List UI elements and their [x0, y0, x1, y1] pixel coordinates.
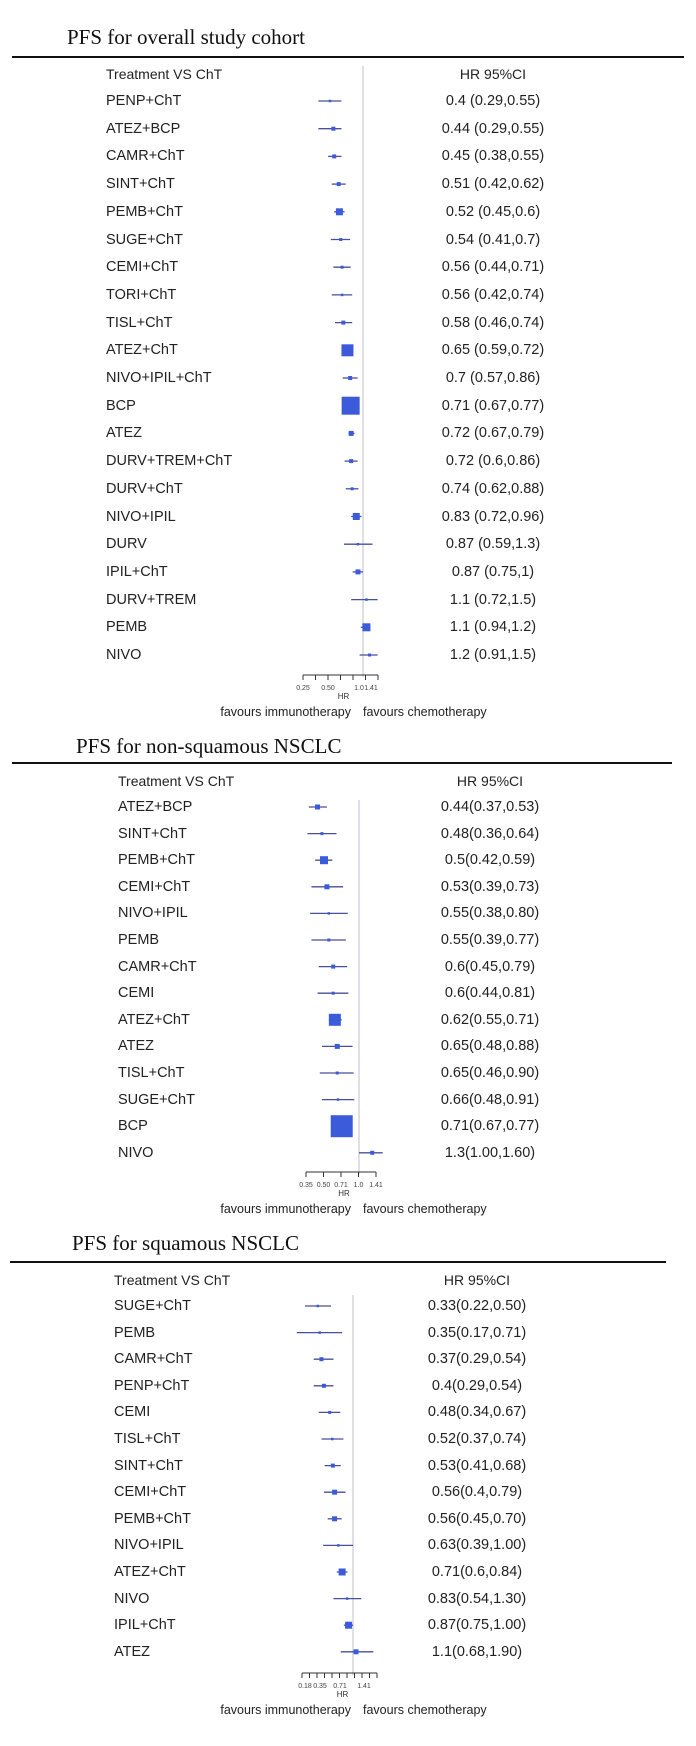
- treatment-label: NIVO+IPIL: [118, 905, 188, 922]
- treatment-label: CEMI+ChT: [106, 259, 179, 276]
- hr-ci-value: 0.53(0.39,0.73): [440, 878, 540, 895]
- hr-marker: [319, 1357, 323, 1361]
- treatment-label: SINT+ChT: [114, 1457, 183, 1474]
- x-tick-label: 0.50: [321, 685, 335, 692]
- hr-marker: [337, 1544, 340, 1547]
- treatment-label: NIVO: [114, 1590, 150, 1607]
- hr-ci-value: 0.53(0.41,0.68): [427, 1457, 527, 1474]
- panel-title: PFS for non-squamous NSCLC: [76, 734, 342, 758]
- favours-chemotherapy-label: favours chemotherapy: [363, 705, 487, 719]
- x-tick-label: 0.18: [298, 1683, 312, 1690]
- hr-ci-value: 0.44(0.37,0.53): [440, 799, 540, 815]
- x-tick-label: 0.50: [316, 1182, 331, 1189]
- x-axis-label: HR: [337, 692, 350, 701]
- favours-immunotherapy-label: favours immunotherapy: [220, 1202, 351, 1216]
- hr-ci-value: 1.1(0.68,1.90): [431, 1643, 523, 1660]
- hr-ci-value: 0.6(0.44,0.81): [444, 985, 536, 1002]
- x-axis-label: HR: [336, 1690, 349, 1699]
- x-tick-label: 1.0: [354, 685, 364, 692]
- treatment-label: PEMB+ChT: [118, 852, 195, 869]
- hr-ci-value: 0.87 (0.59,1.3): [445, 536, 541, 553]
- hr-ci-value: 0.45 (0.38,0.55): [441, 148, 545, 165]
- treatment-label: CEMI: [118, 985, 155, 1002]
- hr-ci-value: 0.33(0.22,0.50): [427, 1298, 527, 1314]
- treatment-label: DURV+ChT: [106, 480, 183, 497]
- panel-title: PFS for overall study cohort: [67, 25, 305, 49]
- treatment-label: DURV+TREM+ChT: [106, 453, 233, 470]
- hr-ci-value: 0.71(0.6,0.84): [431, 1564, 523, 1580]
- hr-marker: [339, 1569, 346, 1576]
- hr-ci-value: 1.2 (0.91,1.5): [449, 647, 537, 663]
- hr-ci-value: 0.56(0.4,0.79): [431, 1484, 523, 1501]
- hr-ci-value: 1.3(1.00,1.60): [444, 1144, 536, 1161]
- treatment-label: CAMR+ChT: [118, 958, 197, 975]
- treatment-label: ATEZ+ChT: [106, 342, 178, 359]
- x-tick-label: 1.41: [357, 1683, 371, 1690]
- hr-ci-value: 0.4(0.29,0.54): [431, 1377, 523, 1394]
- favours-chemotherapy-label: favours chemotherapy: [363, 1703, 487, 1717]
- treatment-label: SUGE+ChT: [106, 231, 183, 248]
- hr-ci-value: 0.66(0.48,0.91): [440, 1091, 540, 1108]
- hr-ci-value: 0.65(0.46,0.90): [440, 1065, 540, 1081]
- treatment-label: TISL+ChT: [118, 1065, 185, 1081]
- hr-ci-value: 0.83(0.54,1.30): [427, 1590, 527, 1607]
- hr-ci-value: 0.58 (0.46,0.74): [441, 314, 545, 331]
- treatment-label: NIVO+IPIL: [106, 508, 176, 525]
- hr-ci-value: 0.52(0.37,0.74): [427, 1431, 527, 1447]
- x-tick-label: 0.35: [299, 1182, 313, 1189]
- hr-ci-value: 0.71 (0.67,0.77): [441, 397, 545, 414]
- treatment-label: PEMB: [106, 619, 148, 636]
- hr-ci-value: 0.37(0.29,0.54): [427, 1351, 527, 1368]
- treatment-column-header: Treatment VS ChT: [114, 1272, 231, 1288]
- hr-marker: [328, 1411, 331, 1414]
- treatment-label: PENP+ChT: [114, 1377, 190, 1394]
- hr-ci-value: 0.55(0.39,0.77): [440, 932, 540, 948]
- hr-marker: [331, 1464, 335, 1468]
- treatment-label: SINT+ChT: [106, 176, 175, 193]
- treatment-label: ATEZ: [118, 1038, 154, 1055]
- treatment-label: CAMR+ChT: [106, 148, 185, 165]
- treatment-label: IPIL+ChT: [106, 563, 168, 580]
- hr-marker: [346, 1597, 349, 1600]
- hr-ci-value: 0.65 (0.59,0.72): [441, 342, 545, 359]
- favours-immunotherapy-label: favours immunotherapy: [220, 705, 351, 719]
- hr-marker: [332, 1490, 337, 1495]
- treatment-label: NIVO: [118, 1144, 154, 1161]
- treatment-label: BCP: [106, 397, 136, 414]
- panel-title: PFS for squamous NSCLC: [72, 1231, 299, 1255]
- hr-ci-value: 0.51 (0.42,0.62): [441, 176, 545, 193]
- hr-ci-value: 0.56(0.45,0.70): [427, 1510, 527, 1527]
- treatment-label: ATEZ: [114, 1643, 150, 1660]
- hr-ci-value: 0.4 (0.29,0.55): [445, 93, 541, 109]
- hr-ci-value: 0.54 (0.41,0.7): [445, 231, 541, 248]
- hr-ci-value: 0.48(0.36,0.64): [440, 825, 540, 842]
- hr-ci-value: 0.48(0.34,0.67): [427, 1404, 527, 1421]
- treatment-label: DURV+TREM: [106, 591, 197, 608]
- hr-ci-column-header: HR 95%CI: [443, 1272, 511, 1288]
- treatment-label: TORI+ChT: [106, 286, 177, 303]
- treatment-label: CEMI+ChT: [118, 878, 191, 895]
- treatment-column-header: Treatment VS ChT: [106, 66, 223, 82]
- hr-marker: [345, 1622, 352, 1629]
- hr-ci-value: 0.5(0.42,0.59): [444, 852, 536, 869]
- hr-ci-value: 0.65(0.48,0.88): [440, 1038, 540, 1055]
- treatment-label: ATEZ+BCP: [106, 120, 181, 137]
- treatment-label: ATEZ: [106, 425, 142, 442]
- hr-ci-value: 0.72 (0.6,0.86): [445, 453, 541, 470]
- hr-ci-value: 1.1 (0.94,1.2): [449, 619, 537, 636]
- hr-marker: [332, 1516, 337, 1521]
- favours-chemotherapy-label: favours chemotherapy: [363, 1202, 487, 1216]
- hr-ci-value: 0.71(0.67,0.77): [440, 1118, 540, 1135]
- x-tick-label: 1.41: [364, 685, 378, 692]
- hr-marker: [317, 1305, 320, 1308]
- treatment-label: SUGE+ChT: [118, 1091, 195, 1108]
- treatment-label: CAMR+ChT: [114, 1351, 193, 1368]
- hr-ci-value: 0.56 (0.42,0.74): [441, 286, 545, 303]
- treatment-label: ATEZ+BCP: [118, 799, 193, 815]
- hr-ci-column-header: HR 95%CI: [459, 66, 527, 82]
- treatment-column-header: Treatment VS ChT: [118, 773, 235, 789]
- x-tick-label: 1.41: [369, 1182, 383, 1189]
- treatment-label: TISL+ChT: [114, 1431, 181, 1447]
- x-tick-label: 0.71: [334, 1182, 348, 1189]
- treatment-label: PEMB+ChT: [114, 1510, 191, 1527]
- hr-ci-value: 0.35(0.17,0.71): [427, 1324, 527, 1341]
- treatment-label: SUGE+ChT: [114, 1298, 191, 1314]
- treatment-label: TISL+ChT: [106, 314, 173, 331]
- hr-ci-value: 0.7 (0.57,0.86): [445, 370, 541, 386]
- hr-ci-value: 0.72 (0.67,0.79): [441, 425, 545, 442]
- hr-ci-column-header: HR 95%CI: [456, 773, 524, 789]
- x-tick-label: 0.35: [313, 1683, 327, 1690]
- x-tick-label: 0.71: [333, 1683, 347, 1690]
- hr-ci-value: 1.1 (0.72,1.5): [449, 591, 537, 608]
- x-tick-label: 1.0: [353, 1182, 364, 1189]
- hr-ci-value: 0.83 (0.72,0.96): [441, 508, 545, 525]
- x-axis-label: HR: [338, 1189, 350, 1198]
- hr-marker: [331, 1438, 334, 1441]
- treatment-label: ATEZ+ChT: [114, 1564, 186, 1580]
- hr-ci-value: 0.63(0.39,1.00): [427, 1537, 527, 1554]
- treatment-label: SINT+ChT: [118, 825, 187, 842]
- treatment-label: PEMB: [114, 1324, 156, 1341]
- treatment-label: PEMB+ChT: [106, 203, 183, 220]
- treatment-label: DURV: [106, 536, 147, 553]
- hr-ci-value: 0.87(0.75,1.00): [427, 1617, 527, 1634]
- hr-ci-value: 0.56 (0.44,0.71): [441, 259, 545, 276]
- x-tick-label: 0.25: [296, 685, 310, 692]
- hr-ci-value: 0.44 (0.29,0.55): [441, 120, 545, 137]
- treatment-label: CEMI+ChT: [114, 1484, 187, 1501]
- treatment-label: NIVO: [106, 647, 142, 663]
- treatment-label: CEMI: [114, 1404, 151, 1421]
- treatment-label: PENP+ChT: [106, 93, 182, 109]
- hr-marker: [322, 1384, 326, 1388]
- hr-marker: [354, 1649, 359, 1654]
- hr-ci-value: 0.55(0.38,0.80): [440, 905, 540, 922]
- hr-ci-value: 0.52 (0.45,0.6): [445, 203, 541, 220]
- treatment-label: BCP: [118, 1118, 148, 1135]
- treatment-label: ATEZ+ChT: [118, 1011, 190, 1028]
- hr-ci-value: 0.6(0.45,0.79): [444, 958, 536, 975]
- treatment-label: IPIL+ChT: [114, 1617, 176, 1634]
- treatment-label: NIVO+IPIL: [114, 1537, 184, 1554]
- hr-ci-value: 0.62(0.55,0.71): [440, 1011, 540, 1028]
- hr-ci-value: 0.87 (0.75,1): [451, 563, 535, 580]
- treatment-label: PEMB: [118, 932, 160, 948]
- treatment-label: NIVO+IPIL+ChT: [106, 370, 212, 386]
- hr-marker: [318, 1331, 321, 1334]
- favours-immunotherapy-label: favours immunotherapy: [220, 1703, 351, 1717]
- hr-ci-value: 0.74 (0.62,0.88): [441, 480, 545, 497]
